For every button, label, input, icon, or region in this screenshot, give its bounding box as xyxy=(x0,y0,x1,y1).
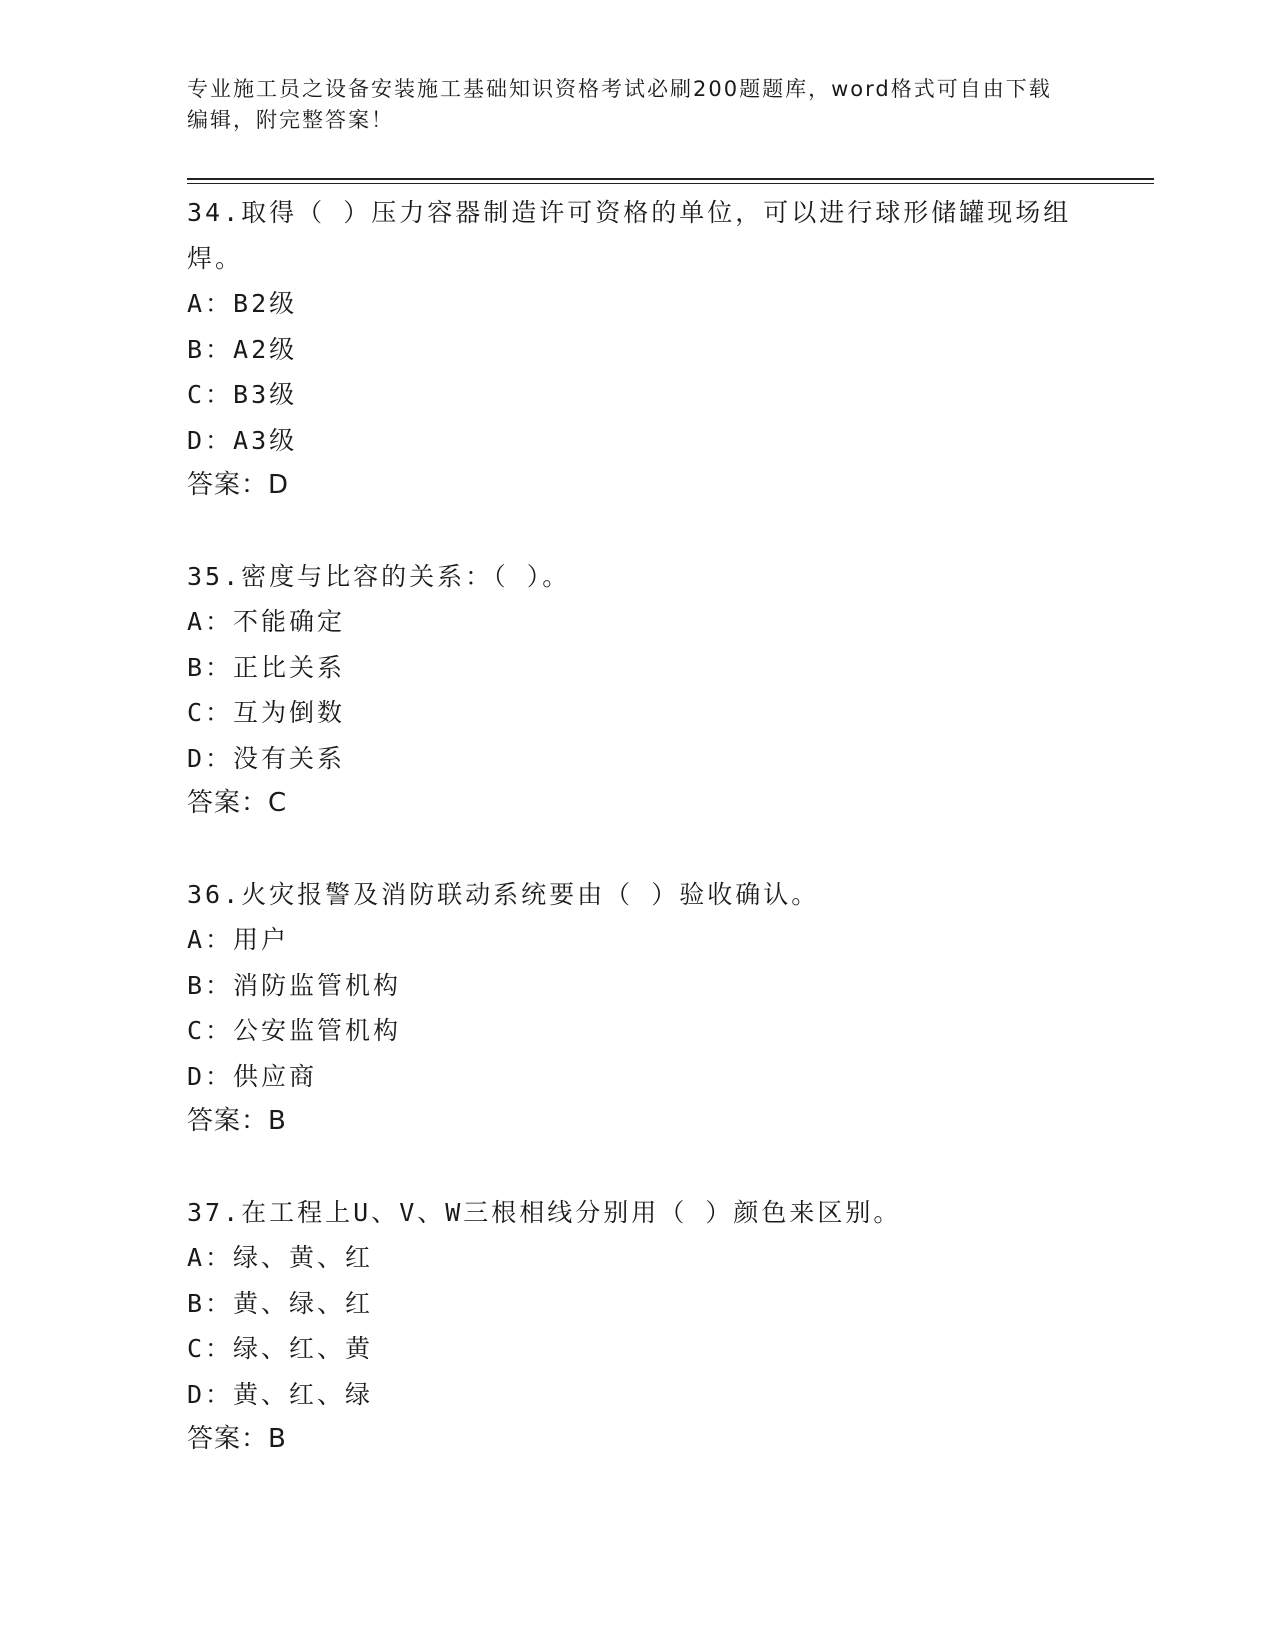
answer-line: 答案：B xyxy=(187,1106,287,1136)
option-a: A：用户 xyxy=(187,925,290,954)
option-b: B：正比关系 xyxy=(187,652,346,682)
option-c: C：互为倒数 xyxy=(187,698,346,727)
question-text: 35.密度与比容的关系：（ ）。 xyxy=(187,561,571,591)
header-divider-thin xyxy=(187,183,1154,184)
option-c: C：B3级 xyxy=(187,380,298,409)
question-text: 37.在工程上U、V、W三根相线分别用（ ）颜色来区别。 xyxy=(187,1197,902,1227)
option-b: B：黄、绿、红 xyxy=(187,1288,374,1318)
question-text: 34.取得（ ）压力容器制造许可资格的单位，可以进行球形储罐现场组焊。 xyxy=(187,198,1072,273)
option-a: A：不能确定 xyxy=(187,607,346,636)
header-divider-thick xyxy=(187,178,1154,180)
option-d: D：A3级 xyxy=(187,425,298,455)
option-d: D：供应商 xyxy=(187,1061,318,1091)
option-d: D：没有关系 xyxy=(187,743,346,773)
answer-line: 答案：C xyxy=(187,788,288,818)
question-34 xyxy=(187,190,1087,509)
option-a: A：B2级 xyxy=(187,289,298,318)
question-list xyxy=(187,190,1087,1508)
option-c: C：公安监管机构 xyxy=(187,1016,402,1045)
question-36 xyxy=(187,872,1087,1145)
option-b: B：A2级 xyxy=(187,334,298,364)
option-a: A：绿、黄、红 xyxy=(187,1243,374,1272)
option-d: D：黄、红、绿 xyxy=(187,1379,374,1409)
question-text: 36.火灾报警及消防联动系统要由（ ）验收确认。 xyxy=(187,879,820,909)
answer-line: 答案：B xyxy=(187,1424,287,1454)
option-c: C：绿、红、黄 xyxy=(187,1334,374,1363)
answer-line: 答案：D xyxy=(187,470,290,500)
question-35 xyxy=(187,554,1087,827)
document-header xyxy=(187,74,1067,136)
header-title: 专业施工员之设备安装施工基础知识资格考试必刷200题题库，word格式可自由下载编辑，附完整答案！ xyxy=(187,77,1052,132)
option-b: B：消防监管机构 xyxy=(187,970,402,1000)
question-37 xyxy=(187,1190,1087,1463)
